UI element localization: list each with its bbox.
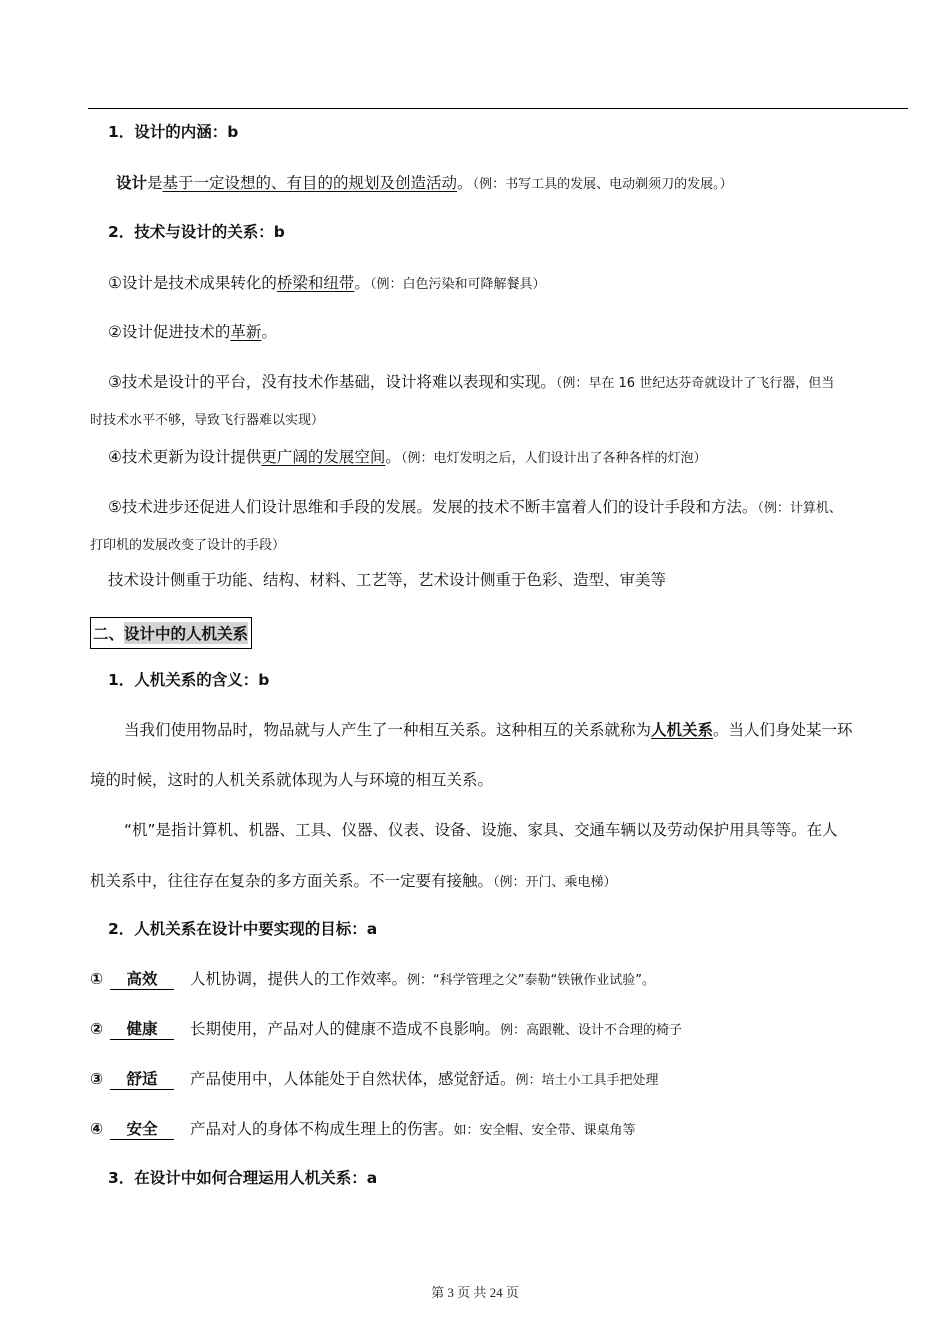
relation-point-4 <box>108 446 706 470</box>
goal-description: 长期使用，产品对人的健康不造成不良影响。 <box>190 1020 501 1038</box>
relation-point-3-cont: 时技术水平不够，导致飞行器难以实现） <box>90 413 325 428</box>
section-title-highlight: 设计中的人机关系 <box>124 622 248 644</box>
hmi-paragraph-1 <box>124 719 853 741</box>
point-4-text: ④技术更新为设计提供 <box>108 448 262 466</box>
def-underlined: 基于一定设想的、有目的的规划及创造活动 <box>162 174 458 192</box>
relation-point-5 <box>108 496 842 520</box>
hmi-p2-example: （例：开门、乘电梯） <box>493 875 617 890</box>
relation-point-5-cont: 打印机的发展改变了设计的手段） <box>90 538 286 553</box>
hmi-p1-end: 。当人们身处某一环 <box>713 721 853 739</box>
term-design: 设计 <box>116 174 148 192</box>
goal-keyword: 安全 <box>110 1119 174 1140</box>
def-end: 。 <box>457 174 473 192</box>
point-2-underlined: 革新 <box>230 323 262 341</box>
point-1-text: ①设计是技术成果转化的 <box>108 274 277 292</box>
tech-vs-art-design: 技术设计侧重于功能、结构、材料、工艺等，艺术设计侧重于色彩、造型、审美等 <box>108 571 667 589</box>
goal-number: ① <box>90 970 104 988</box>
goal-number: ④ <box>90 1120 104 1138</box>
goal-efficiency <box>90 968 655 992</box>
hmi-p1-text: 当我们使用物品时，物品就与人产生了一种相互关系。这种相互的关系就称为 <box>124 721 652 739</box>
point-4-underlined: 更广阔的发展空间 <box>261 448 386 466</box>
hmi-p2-text: 机关系中，往往存在复杂的多方面关系。不一定要有接触。 <box>90 872 494 890</box>
goal-description: 产品对人的身体不构成生理上的伤害。 <box>190 1120 454 1138</box>
point-1-underlined: 桥梁和纽带 <box>276 274 355 292</box>
point-1-end: 。 <box>354 274 370 292</box>
point-4-example: （例：电灯发明之后，人们设计出了各种各样的灯泡） <box>400 451 707 466</box>
goal-keyword: 舒适 <box>110 1069 174 1090</box>
goal-description: 产品使用中，人体能处于自然状体，感觉舒适。 <box>190 1070 516 1088</box>
heading-hmi-application: 3．在设计中如何合理运用人机关系：a <box>108 1169 378 1187</box>
heading-tech-design-relation: 2．技术与设计的关系：b <box>108 223 285 241</box>
goal-example: 例：“科学管理之父”泰勒“铁锹作业试验”。 <box>407 973 655 988</box>
section-number: 二、 <box>93 625 125 643</box>
relation-point-1 <box>108 272 545 296</box>
hmi-paragraph-2-line2 <box>90 870 617 894</box>
goal-number: ② <box>90 1020 104 1038</box>
goal-safety <box>90 1118 636 1142</box>
goal-number: ③ <box>90 1070 104 1088</box>
hmi-paragraph-2: “机”是指计算机、机器、工具、仪器、仪表、设备、设施、家具、交通车辆以及劳动保护用具等等。在人 <box>124 821 838 839</box>
heading-design-connotation: 1．设计的内涵：b <box>108 123 239 141</box>
point-1-example: （例：白色污染和可降解餐具） <box>369 277 546 292</box>
section-title-hmi <box>90 617 252 649</box>
header-rule <box>88 108 908 109</box>
goal-health <box>90 1018 682 1042</box>
goal-example: 如：安全帽、安全带、课桌角等 <box>453 1123 636 1138</box>
point-5-text: ⑤技术进步还促进人们设计思维和手段的发展。发展的技术不断丰富着人们的设计手段和方法。 <box>108 498 758 516</box>
point-2-end: 。 <box>261 323 277 341</box>
point-4-end: 。 <box>385 448 401 466</box>
design-definition <box>116 172 733 196</box>
heading-hmi-meaning: 1．人机关系的含义：b <box>108 671 270 689</box>
goal-example: 例：高跟靴、设计不合理的椅子 <box>500 1023 683 1038</box>
point-3-text: ③技术是设计的平台，没有技术作基础，设计将难以表现和实现。 <box>108 373 556 391</box>
goal-keyword: 健康 <box>110 1019 174 1040</box>
point-2-text: ②设计促进技术的 <box>108 323 231 341</box>
goal-description: 人机协调，提供人的工作效率。 <box>190 970 408 988</box>
point-3-example: （例：早在 16 世纪达芬奇就设计了飞行器，但当 <box>555 376 835 391</box>
relation-point-2 <box>108 321 277 343</box>
term-hmi: 人机关系 <box>651 721 714 739</box>
def-example: （例：书写工具的发展、电动剃须刀的发展。） <box>472 177 733 192</box>
heading-hmi-goals: 2．人机关系在设计中要实现的目标：a <box>108 920 378 938</box>
goal-comfort <box>90 1068 659 1092</box>
point-5-example: （例：计算机、 <box>757 501 842 516</box>
relation-point-3 <box>108 371 834 395</box>
hmi-paragraph-1-line2: 境的时候，这时的人机关系就体现为人与环境的相互关系。 <box>90 771 494 789</box>
goal-example: 例：培土小工具手把处理 <box>515 1073 659 1088</box>
page-footer: 第 3 页 共 24 页 <box>431 1285 519 1300</box>
goal-keyword: 高效 <box>110 969 174 990</box>
def-is: 是 <box>147 174 163 192</box>
